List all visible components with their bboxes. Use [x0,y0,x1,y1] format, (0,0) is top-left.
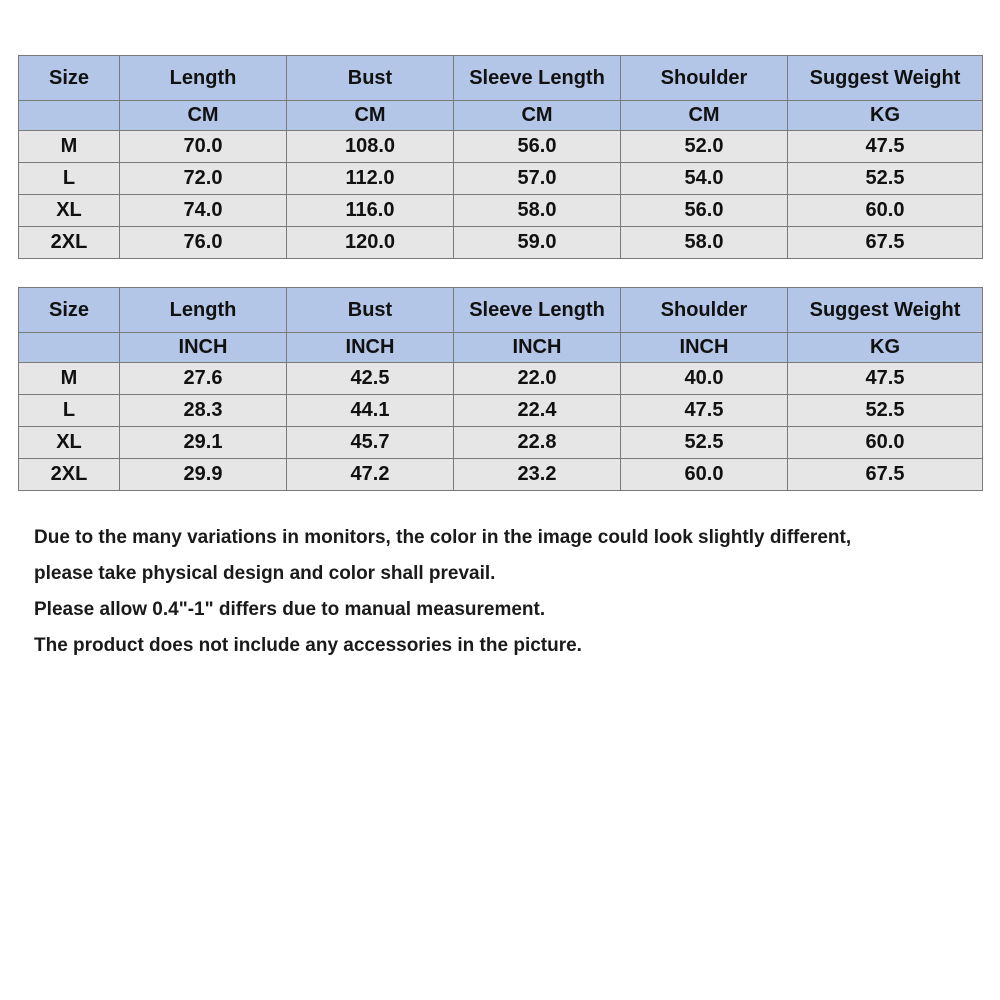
cell-bust: 120.0 [287,227,454,259]
cell-suggest-weight: 60.0 [788,427,983,459]
cell-sleeve-length: 22.0 [454,363,621,395]
cell-shoulder: 56.0 [621,195,788,227]
table-unit-row [19,333,983,363]
header-suggest-weight: Suggest Weight [788,288,983,333]
table-row [19,195,983,227]
cell-size: M [19,131,120,163]
cell-sleeve-length: 59.0 [454,227,621,259]
unit-shoulder: INCH [621,333,788,363]
table-row [19,131,983,163]
cell-size: 2XL [19,227,120,259]
header-length: Length [120,56,287,101]
unit-shoulder: CM [621,101,788,131]
table-unit-row [19,101,983,131]
header-sleeve-length: Sleeve Length [454,288,621,333]
cell-size: L [19,163,120,195]
note-line: Due to the many variations in monitors, the color in the image could look slightly different, [34,527,852,548]
cell-length: 76.0 [120,227,287,259]
unit-size [19,101,120,131]
unit-suggest-weight: KG [788,333,983,363]
table-row [19,427,983,459]
cell-shoulder: 58.0 [621,227,788,259]
cell-length: 70.0 [120,131,287,163]
cell-shoulder: 40.0 [621,363,788,395]
cell-length: 29.1 [120,427,287,459]
header-shoulder: Shoulder [621,56,788,101]
unit-sleeve-length: CM [454,101,621,131]
cell-length: 27.6 [120,363,287,395]
table-header-row [19,288,983,333]
cell-size: XL [19,195,120,227]
header-suggest-weight: Suggest Weight [788,56,983,101]
cell-size: 2XL [19,459,120,491]
table-row [19,163,983,195]
table-row [19,363,983,395]
cell-size: L [19,395,120,427]
unit-bust: CM [287,101,454,131]
unit-length: INCH [120,333,287,363]
header-shoulder: Shoulder [621,288,788,333]
header-size: Size [19,288,120,333]
header-size: Size [19,56,120,101]
table-row [19,459,983,491]
note-line: please take physical design and color shall prevail. [34,563,496,584]
cell-sleeve-length: 23.2 [454,459,621,491]
cell-suggest-weight: 47.5 [788,131,983,163]
cell-size: XL [19,427,120,459]
disclaimer-notes [34,520,984,664]
cell-suggest-weight: 52.5 [788,395,983,427]
cell-bust: 45.7 [287,427,454,459]
cell-shoulder: 47.5 [621,395,788,427]
unit-suggest-weight: KG [788,101,983,131]
cell-sleeve-length: 58.0 [454,195,621,227]
cell-length: 74.0 [120,195,287,227]
header-bust: Bust [287,288,454,333]
header-length: Length [120,288,287,333]
header-bust: Bust [287,56,454,101]
cell-suggest-weight: 67.5 [788,459,983,491]
cell-bust: 42.5 [287,363,454,395]
cell-bust: 44.1 [287,395,454,427]
cell-shoulder: 60.0 [621,459,788,491]
unit-sleeve-length: INCH [454,333,621,363]
cell-bust: 47.2 [287,459,454,491]
header-sleeve-length: Sleeve Length [454,56,621,101]
cell-shoulder: 52.0 [621,131,788,163]
cell-shoulder: 54.0 [621,163,788,195]
size-chart-inch-table [18,287,983,491]
cell-sleeve-length: 22.8 [454,427,621,459]
cell-length: 28.3 [120,395,287,427]
cell-suggest-weight: 60.0 [788,195,983,227]
cell-bust: 112.0 [287,163,454,195]
cell-sleeve-length: 22.4 [454,395,621,427]
cell-bust: 116.0 [287,195,454,227]
cell-suggest-weight: 47.5 [788,363,983,395]
unit-bust: INCH [287,333,454,363]
cell-bust: 108.0 [287,131,454,163]
cell-length: 29.9 [120,459,287,491]
table-row [19,227,983,259]
cell-sleeve-length: 56.0 [454,131,621,163]
unit-size [19,333,120,363]
cell-suggest-weight: 67.5 [788,227,983,259]
size-chart-cm-table [18,55,983,259]
table-header-row [19,56,983,101]
cell-suggest-weight: 52.5 [788,163,983,195]
cell-sleeve-length: 57.0 [454,163,621,195]
cell-size: M [19,363,120,395]
note-line: Please allow 0.4"-1" differs due to manual measurement. [34,599,546,620]
table-row [19,395,983,427]
unit-length: CM [120,101,287,131]
cell-shoulder: 52.5 [621,427,788,459]
cell-length: 72.0 [120,163,287,195]
note-line: The product does not include any accessories in the picture. [34,635,582,656]
